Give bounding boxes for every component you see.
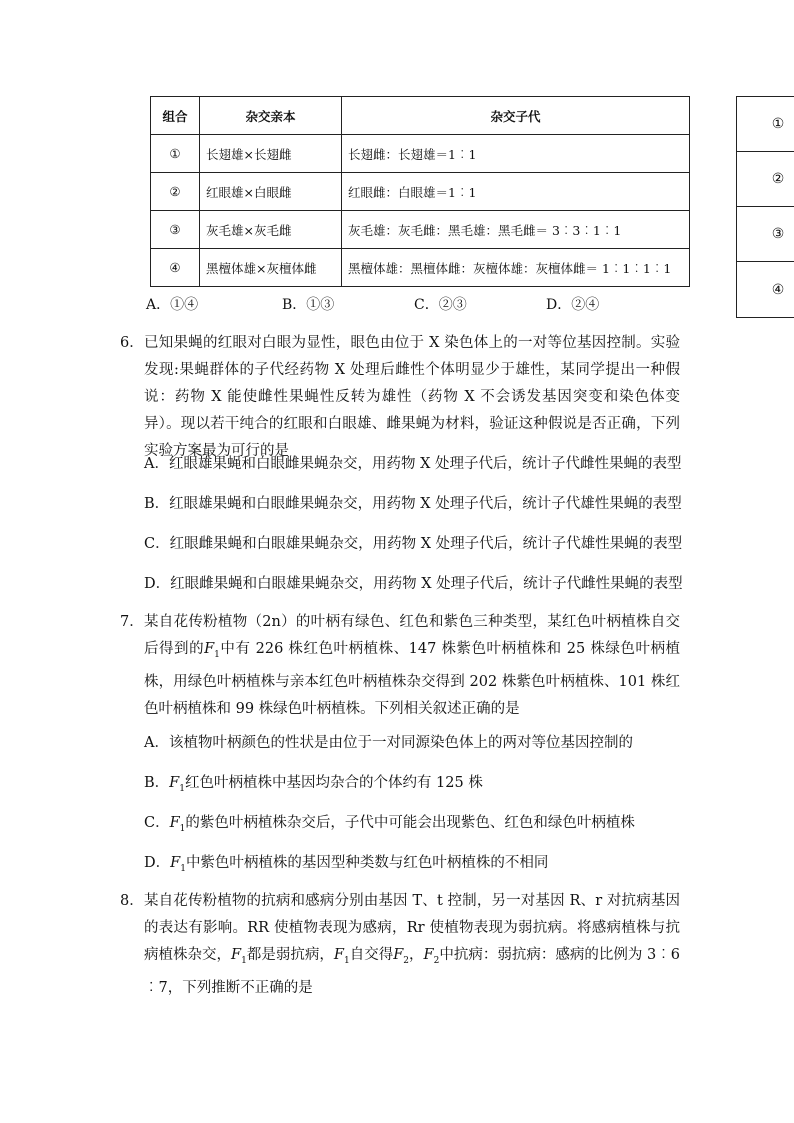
- subscript-1: 1: [214, 649, 220, 660]
- stem-text: 中有 226 株红色叶柄植株、147 株紫色叶柄植株和 25 株绿色叶柄植株，用绿色叶柄植株与亲本红色叶柄植株杂交得到 202 株紫色叶柄植株、101 株红色叶柄植株和 99 株绿色叶柄植株。下列相关叙述正确的是: [144, 641, 680, 717]
- stem-text: 某自花传粉植物的抗病和感病分别由基因 T、t 控制，另一对基因 R、r 对抗病基因的表达有影响。RR 使植物表现为感病，Rr 使植物表现为弱抗病。将感病植株与抗病植株杂交，: [144, 893, 680, 963]
- row-parents: 长翅雄×长翅雌: [200, 135, 342, 173]
- q7-option-b[interactable]: [144, 771, 483, 794]
- symbol-f: F: [333, 947, 344, 963]
- subscript-2: 2: [403, 955, 410, 966]
- option-text: 红色叶柄植株中基因均杂合的个体约有 125 株: [184, 775, 483, 791]
- question-7: [120, 609, 680, 723]
- q7-option-a[interactable]: A．该植物叶柄颜色的性状是由位于一对同源染色体上的两对等位基因控制的: [144, 735, 633, 751]
- question-stem: [144, 609, 680, 723]
- q5-option-c[interactable]: C．②③: [414, 297, 467, 313]
- q7-option-d[interactable]: [144, 851, 548, 874]
- side-cell: ①: [737, 97, 794, 152]
- table-row: [151, 173, 690, 211]
- table-row: [151, 135, 690, 173]
- q6-option-b[interactable]: B．红眼雄果蝇和白眼雌果蝇杂交，用药物 X 处理子代后，统计子代雄性果蝇的表型: [144, 496, 682, 512]
- symbol-f: F: [204, 641, 215, 657]
- subscript-1: 1: [180, 863, 186, 874]
- q6-option-d[interactable]: D．红眼雌果蝇和白眼雄果蝇杂交，用药物 X 处理子代后，统计子代雌性果蝇的表型: [144, 576, 683, 592]
- stem-text: ，: [409, 947, 424, 963]
- option-text: 中紫色叶柄植株的基因型种类数与红色叶柄植株的不相同: [185, 855, 549, 871]
- q5-option-d[interactable]: D．②④: [546, 297, 600, 313]
- stem-text: 某自花传粉植物（2n）的叶柄有绿色、红色和紫色三种类型，某红色叶柄植株自交后得到的: [144, 614, 680, 657]
- side-cell: ②: [737, 152, 794, 207]
- header-parents: 杂交亲本: [200, 97, 342, 135]
- row-num: ②: [151, 173, 200, 211]
- q6-option-c[interactable]: C．红眼雌果蝇和白眼雄果蝇杂交，用药物 X 处理子代后，统计子代雄性果蝇的表型: [144, 536, 683, 552]
- option-text: 的紫色叶柄植株杂交后，子代中可能会出现紫色、红色和绿色叶柄植株: [185, 815, 635, 831]
- table-header-row: [151, 97, 690, 135]
- side-answer-table: [736, 96, 794, 318]
- row-offspring: 灰毛雄：灰毛雌：黑毛雄：黑毛雌＝ 3︰3︰1︰1: [342, 211, 690, 249]
- row-parents: 黑檀体雄×灰檀体雌: [200, 249, 342, 287]
- subscript-2: 2: [433, 955, 440, 966]
- q6-option-a[interactable]: A．红眼雄果蝇和白眼雌果蝇杂交，用药物 X 处理子代后，统计子代雌性果蝇的表型: [144, 456, 682, 472]
- row-num: ①: [151, 135, 200, 173]
- question-stem: 已知果蝇的红眼对白眼为显性，眼色由位于 X 染色体上的一对等位基因控制。实验发现:果蝇群体的子代经药物 X 处理后雌性个体明显少于雄性，某同学提出一种假说：药物 X 能使雌性果蝇性反转为雄性（药物 X 不会诱发基因突变和染色体变异）。现以若干纯合的红眼和白眼雄、雌果蝇为材料，验证这种假说是否正确，下列实验方案最为可行的是: [144, 335, 680, 459]
- question-number: 8．: [120, 893, 144, 909]
- header-offspring: 杂交子代: [342, 97, 690, 135]
- symbol-f: F: [170, 855, 181, 871]
- row-num: ④: [151, 249, 200, 287]
- row-parents: 灰毛雄×灰毛雌: [200, 211, 342, 249]
- subscript-1: 1: [179, 823, 186, 834]
- question-number: 7．: [120, 614, 144, 630]
- row-num: ③: [151, 211, 200, 249]
- side-cell: ④: [771, 281, 785, 298]
- header-group: 组合: [151, 97, 200, 135]
- symbol-f: F: [423, 947, 434, 963]
- question-number: 6．: [120, 335, 144, 351]
- table-row: [151, 211, 690, 249]
- stem-text: 自交得: [349, 947, 394, 963]
- question-6: [120, 330, 680, 465]
- row-parents: 红眼雄×白眼雌: [200, 173, 342, 211]
- row-offspring: 黑檀体雄：黑檀体雌：灰檀体雄：灰檀体雌＝ 1︰1︰1︰1: [342, 249, 690, 287]
- subscript-1: 1: [343, 955, 350, 966]
- option-letter: D．: [144, 855, 171, 871]
- option-letter: C．: [144, 815, 170, 831]
- option-letter: B．: [144, 775, 170, 791]
- q7-option-c[interactable]: [144, 811, 635, 834]
- subscript-1: 1: [179, 783, 185, 794]
- symbol-f: F: [231, 947, 242, 963]
- question-8: [120, 888, 680, 1002]
- q5-option-a[interactable]: A．①④: [146, 297, 199, 313]
- cross-results-table: [150, 96, 690, 287]
- row-offspring: 长翅雌：长翅雄＝1︰1: [342, 135, 690, 173]
- subscript-1: 1: [241, 955, 247, 966]
- side-cell: ③: [737, 207, 794, 262]
- question-stem: [144, 888, 680, 1002]
- table-row: [151, 249, 690, 287]
- stem-text: 中抗病：弱抗病：感病的比例为 3︰6︰7，下列推断不正确的是: [144, 947, 681, 996]
- symbol-f: F: [169, 815, 180, 831]
- stem-text: 都是弱抗病，: [246, 947, 334, 963]
- row-offspring: 红眼雌：白眼雄＝1︰1: [342, 173, 690, 211]
- symbol-f: F: [393, 947, 404, 963]
- symbol-f: F: [169, 775, 180, 791]
- q5-option-b[interactable]: B．①③: [282, 297, 335, 313]
